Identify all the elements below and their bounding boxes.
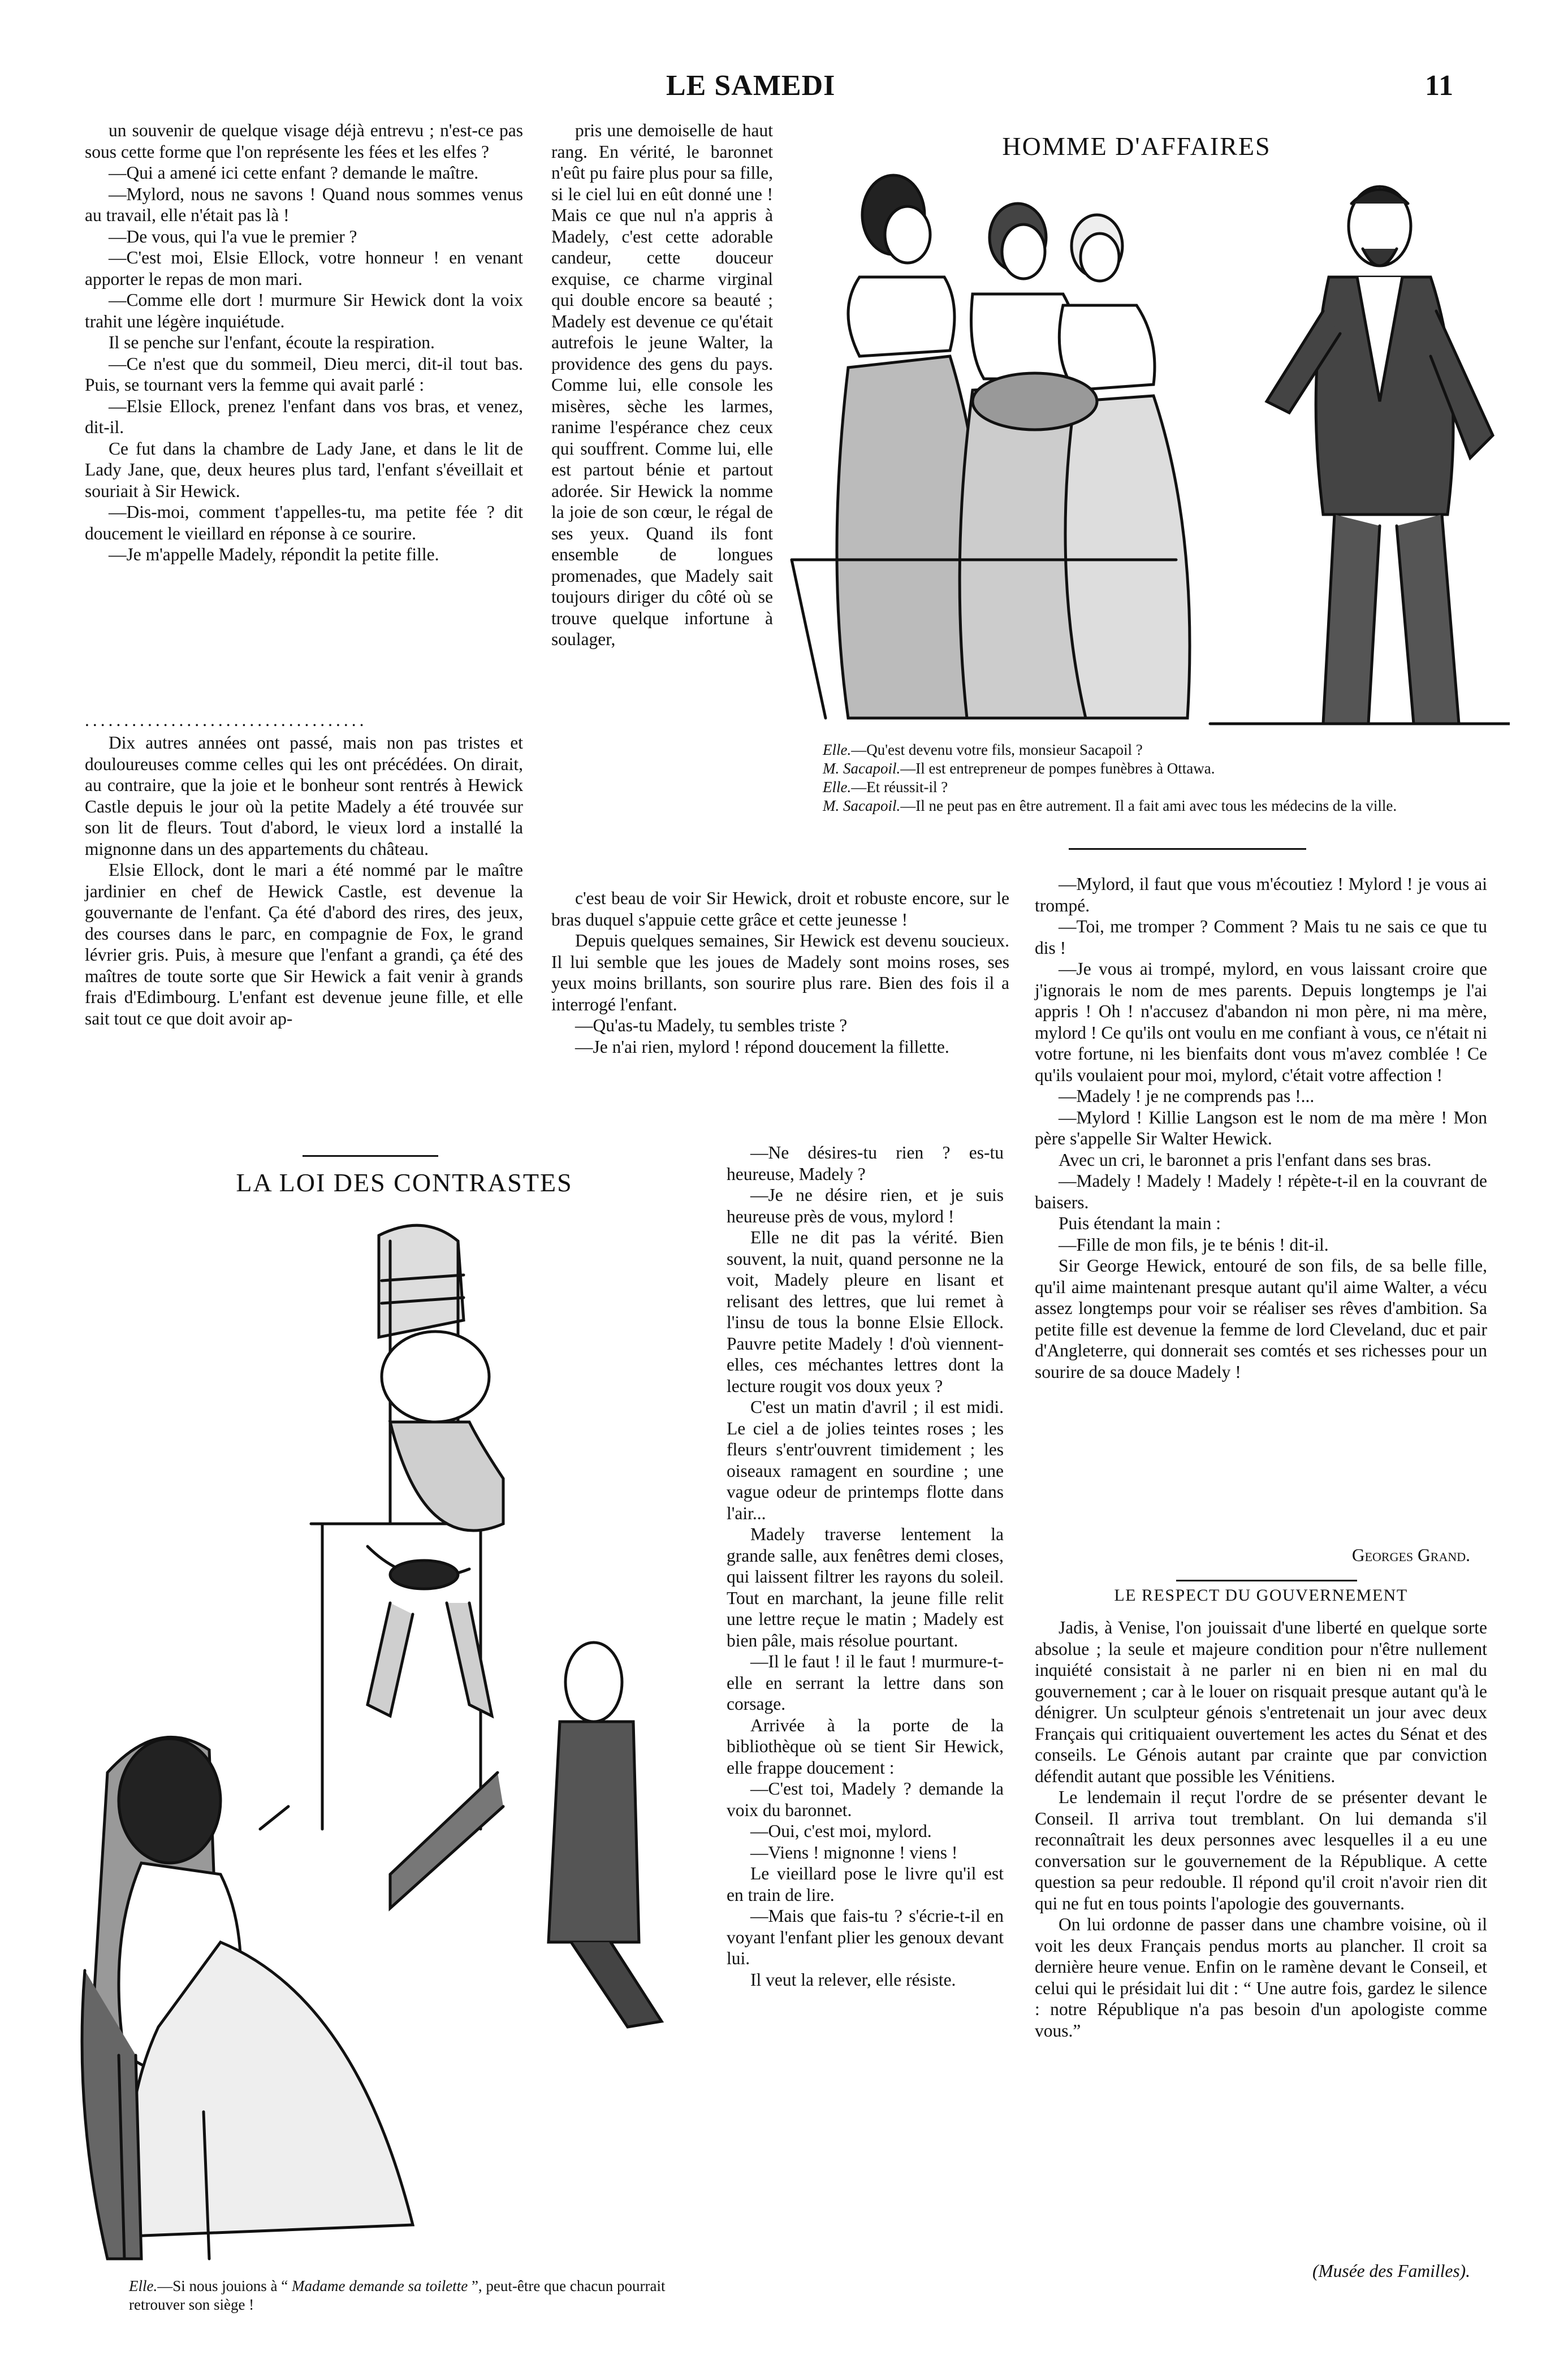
story-column-1b xyxy=(85,732,523,1029)
caption-text-post: ”, peut-être que chacun pourrait retrouver son siège ! xyxy=(129,2277,666,2313)
paragraph: —C'est moi, Elsie Ellock, votre honneur ! en venant apporter le repas de mon mari. xyxy=(85,248,523,289)
paragraph: C'est un matin d'avril ; il est midi. Le ciel a de jolies teintes roses ; les fleurs s'entr'ouvrent timidement ; les oiseaux ramagent en sourdine ; une vague odeur de printemps flotte dans l'air... xyxy=(727,1397,1004,1523)
paragraph: Puis étendant la main : xyxy=(1059,1213,1221,1233)
paragraph: —Viens ! mignonne ! viens ! xyxy=(750,1842,958,1862)
paragraph: Il se penche sur l'enfant, écoute la respiration. xyxy=(109,332,435,352)
caption-text: —Et réussit-il ? xyxy=(851,779,948,796)
paragraph: —Mylord, il faut que vous m'écoutiez ! Mylord ! je vous ai trompé. xyxy=(1035,874,1487,915)
paragraph: —Fille de mon fils, je te bénis ! dit-il. xyxy=(1059,1234,1329,1255)
caption-speaker: Elle. xyxy=(823,741,852,758)
paragraph: —De vous, qui l'a vue le premier ? xyxy=(109,226,357,247)
paragraph: —Comme elle dort ! murmure Sir Hewick dont la voix trahit une légère inquiétude. xyxy=(85,290,523,331)
divider-rule-left xyxy=(303,1155,438,1157)
paragraph: pris une demoiselle de haut rang. En vérité, le baronnet n'eût pu faire plus pour sa fille, si le ciel lui en eût donné une ! Mais ce que nul n'a appris à Madely, c'est cette adorable candeur, cette douceur exquise, ce charme virginal qui double encore sa beauté ; Madely est devenue ce qu'était autrefois le jeune Walter, la providence des gens du pays. Comme lui, elle console les misères, sèche les larmes, ranime l'espérance chez ceux qui souffrent. Comme lui, elle est partout bénie et partout adorée. Sir Hewick la nomme la joie de son cœur, le régal de ses yeux. Quand ils font ensemble de longues promenades, que Madely sait toujours diriger du côté où se trouve quelque infortune à soulager, xyxy=(551,120,773,649)
cartoon-bottom-illustration xyxy=(74,1207,729,2270)
paragraph: —Elsie Ellock, prenez l'enfant dans vos bras, et venez, dit-il. xyxy=(85,396,523,437)
story-column-1-dots xyxy=(85,710,523,731)
paragraph: —Ce n'est que du sommeil, Dieu merci, dit-il tout bas. Puis, se tournant vers la femme qui avait parlé : xyxy=(85,353,523,395)
paragraph: Dix autres années ont passé, mais non pas tristes et douloureuses comme celles qui les ont précédées. On dirait, au contraire, que la joie et le bonheur sont rentrés à Hewick Castle depuis le jour où la petite Madely a été trouvée sur son lit de fleurs. Tout d'abord, le vieux lord a installé la mignonne dans un des appartements du château. xyxy=(85,733,523,859)
divider-rule-top-right xyxy=(1069,848,1306,850)
paragraph: —Toi, me tromper ? Comment ? Mais tu ne sais ce que tu dis ! xyxy=(1035,917,1487,958)
paragraph: —Mais que fais-tu ? s'écrie-t-il en voyant l'enfant plier les genoux devant lui. xyxy=(727,1906,1004,1968)
anecdote-source: (Musée des Familles). xyxy=(1312,2261,1470,2281)
caption-text: —Il est entrepreneur de pompes funèbres à Ottawa. xyxy=(900,760,1215,777)
journal-title: LE SAMEDI xyxy=(666,70,836,102)
caption-line-3 xyxy=(806,778,1484,797)
paragraph: —Madely ! je ne comprends pas !... xyxy=(1059,1086,1315,1106)
paragraph: Ce fut dans la chambre de Lady Jane, et dans le lit de Lady Jane, que, deux heures plus tard, l'enfant s'éveillait et souriait à Sir Hewick. xyxy=(85,438,523,501)
paragraph: Jadis, à Venise, l'on jouissait d'une liberté en quelque sorte absolue ; la seule et majeure condition pour n'être nullement inquiété consistait à ne parler ni en bien ni en mal du gouvernement ; car à le louer on risquait presque autant qu'à le dénigrer. Un sculpteur génois s'entretenait un jour avec deux Français qui critiquaient ouvertement les actes du Sénat et des conseils. Le Génois autant par crainte que par conviction défendit autant que possible les Vénitiens. xyxy=(1035,1618,1487,1786)
paragraph: Sir George Hewick, entouré de son fils, de sa belle fille, qu'il aime maintenant presque autant qu'il aime Walter, a vécu assez longtemps pour voir se réaliser ses rêves d'ambition. Sa petite fille est devenue la femme de lord Cleveland, duc et pair d'Angleterre, qui donnerait ses comtés et ses richesses pour un sourire de sa douce Madely ! xyxy=(1035,1256,1487,1382)
cartoon-bottom-title: LA LOI DES CONTRASTES xyxy=(236,1168,573,1197)
paragraph: Elle ne dit pas la vérité. Bien souvent, la nuit, quand personne ne la voit, Madely pleure en lisant et relisant des lettres, que lui remet à l'insu de tous la bonne Elsie Ellock. Pauvre petite Madely ! d'où viennent-elles, ces méchantes lettres dont la lecture rougit vos doux yeux ? xyxy=(727,1227,1004,1396)
caption-text-pre: —Si nous jouions à “ xyxy=(157,2277,292,2294)
paragraph: —Mylord ! Killie Langson est le nom de ma mère ! Mon père s'appelle Sir Walter Hewick. xyxy=(1035,1107,1487,1148)
story-column-2 xyxy=(551,120,773,650)
caption-speaker: M. Sacapoil. xyxy=(823,760,901,777)
paragraph: —Il le faut ! il le faut ! murmure-t-elle en serrant la lettre dans son corsage. xyxy=(727,1652,1004,1714)
story-column-2-wide xyxy=(551,888,1009,1057)
paragraph: Le vieillard pose le livre qu'il est en train de lire. xyxy=(727,1864,1004,1905)
paragraph: —Je n'ai rien, mylord ! répond doucement la fillette. xyxy=(575,1036,949,1057)
cartoon-top-title: HOMME D'AFFAIRES xyxy=(1002,132,1271,161)
paragraph: un souvenir de quelque visage déjà entrevu ; n'est-ce pas sous cette forme que l'on représente les fées et les elfes ? xyxy=(85,120,523,162)
paragraph: —Madely ! Madely ! Madely ! répète-t-il en la couvrant de baisers. xyxy=(1035,1171,1487,1212)
story-column-1 xyxy=(85,120,523,565)
section-break-dots: .................................... xyxy=(85,710,368,730)
paragraph: —Dis-moi, comment t'appelles-tu, ma petite fée ? dit doucement le vieillard en réponse à ce sourire. xyxy=(85,502,523,543)
paragraph: Avec un cri, le baronnet a pris l'enfant dans ses bras. xyxy=(1059,1149,1432,1170)
paragraph: Arrivée à la porte de la bibliothèque où se tient Sir Hewick, elle frappe doucement : xyxy=(727,1715,1004,1778)
caption-speaker: M. Sacapoil. xyxy=(823,797,901,814)
story-column-3 xyxy=(1035,874,1487,1382)
caption-speaker: Elle. xyxy=(129,2277,158,2294)
caption-play-title: Madame demande sa toilette xyxy=(292,2277,468,2294)
paragraph: —Ne désires-tu rien ? es-tu heureuse, Madely ? xyxy=(727,1143,1004,1184)
paragraph: —Je ne désire rien, et je suis heureuse près de vous, mylord ! xyxy=(727,1185,1004,1226)
caption-text: —Qu'est devenu votre fils, monsieur Sacapoil ? xyxy=(851,741,1143,758)
paragraph: c'est beau de voir Sir Hewick, droit et robuste encore, sur le bras duquel s'appuie cette grâce et cette jeunesse ! xyxy=(551,888,1009,930)
caption-line-4 xyxy=(806,797,1484,815)
caption-line-2 xyxy=(806,759,1484,778)
paragraph: Depuis quelques semaines, Sir Hewick est devenu soucieux. Il lui semble que les joues de Madely sont moins roses, ses yeux moins brillants, son sourire plus rare. Bien des fois il a interrogé l'enfant. xyxy=(551,931,1009,1014)
paragraph: —Qui a amené ici cette enfant ? demande le maître. xyxy=(109,163,479,183)
divider-rule-anecdote xyxy=(1176,1580,1357,1581)
paragraph: Le lendemain il reçut l'ordre de se présenter devant le Conseil. Il arriva tout tremblant. On lui demanda s'il reconnaîtrait les deux personnes avec lesquelles il a eu une conversation sur le gouvernement de la République. A cette question sa peur redouble. Il répond qu'il croit n'avoir rien dit qui ne fut en tous points l'apologie des gouvernants. xyxy=(1035,1787,1487,1913)
paragraph: —Qu'as-tu Madely, tu sembles triste ? xyxy=(575,1015,848,1035)
paragraph: —Je vous ai trompé, mylord, en vous laissant croire que j'ignorais le nom de mes parents. Depuis longtemps je l'ai appris ! Oh ! n'accusez d'abandon ni mon père, ni ma mère, mylord ! Ce qu'ils ont voulu en me confiant à vous, ce n'était ni votre fortune, ni les bienfaits dont vous m'avez comblée ! Ce qu'ils voulaient pour moi, mylord, c'était votre affection ! xyxy=(1035,959,1487,1085)
cartoon-top-illustration xyxy=(780,164,1510,729)
cartoon-top-caption xyxy=(806,741,1484,815)
page-number: 11 xyxy=(1425,70,1454,102)
cartoon-bottom-caption xyxy=(129,2277,717,2314)
paragraph: —C'est toi, Madely ? demande la voix du baronnet. xyxy=(727,1779,1004,1820)
caption-speaker: Elle. xyxy=(823,779,852,796)
anecdote-title: LE RESPECT DU GOUVERNEMENT xyxy=(1114,1586,1408,1605)
caption-line-1 xyxy=(806,741,1484,759)
story-column-2b xyxy=(727,1142,1004,1990)
paragraph: —Oui, c'est moi, mylord. xyxy=(750,1821,932,1841)
caption-text: —Il ne peut pas en être autrement. Il a fait ami avec tous les médecins de la ville. xyxy=(900,797,1397,814)
paragraph: —Mylord, nous ne savons ! Quand nous sommes venus au travail, elle n'était pas là ! xyxy=(85,184,523,225)
paragraph: Il veut la relever, elle résiste. xyxy=(750,1969,956,1990)
paragraph: On lui ordonne de passer dans une chambre voisine, où il voit les deux Français pendus morts au plancher. Il croit sa dernière heure venue. Enfin on le ramène devant le Conseil, et celui qui le présidait lui dit : “ Une autre fois, gardez le silence : notre République n'a pas besoin d'un apologiste comme vous.” xyxy=(1035,1914,1487,2041)
story-signature: Georges Grand. xyxy=(1351,1545,1470,1565)
paragraph: Madely traverse lentement la grande salle, aux fenêtres demi closes, qui laissent filtrer les rayons du soleil. Tout en marchant, la jeune fille relit une lettre reçue le matin ; Madely est bien pâle, mais résolue pourtant. xyxy=(727,1524,1004,1650)
anecdote-body xyxy=(1035,1617,1487,2041)
paragraph: Elsie Ellock, dont le mari a été nommé par le maître jardinier en chef de Hewick Castle, est devenue la gouvernante de l'enfant. Ça été d'abord des rires, des jeux, des courses dans le parc, en compagnie de Fox, le grand lévrier gris. Puis, à mesure que l'enfant a grandi, ça été des maîtres de toute sorte que Sir Hewick a fait venir à grands frais d'Edimbourg. L'enfant est devenue jeune fille, et elle sait tout ce que doit avoir ap- xyxy=(85,860,523,1028)
paragraph: —Je m'appelle Madely, répondit la petite fille. xyxy=(109,544,439,564)
